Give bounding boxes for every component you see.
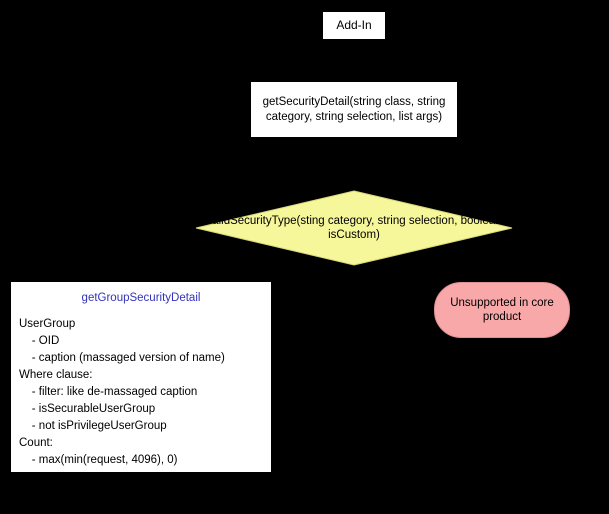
detail-line: - not isPrivilegeUserGroup — [19, 420, 167, 433]
node-add-in[interactable] — [322, 11, 386, 40]
detail-line: - max(min(request, 4096), 0) — [19, 454, 178, 467]
detail-line: - filter: like de-massaged caption — [19, 386, 198, 399]
node-unsupported-label: Unsupported in core product — [450, 296, 554, 323]
node-get-group-security-detail-title: getGroupSecurityDetail — [81, 292, 201, 304]
detail-line: - isSecurableUserGroup — [19, 403, 156, 416]
node-unsupported-in-core-product[interactable] — [434, 282, 570, 338]
node-get-group-security-detail[interactable] — [10, 281, 272, 473]
node-valid-security-type-label: validSecurityType(sting category, string selection, boolean isCustom) — [206, 214, 502, 241]
detail-line: - OID — [19, 335, 60, 348]
node-get-security-detail[interactable] — [250, 81, 458, 138]
node-valid-security-type[interactable] — [195, 190, 513, 266]
detail-line: Count: — [19, 437, 53, 450]
node-add-in-label: Add-In — [336, 18, 372, 33]
detail-line: - caption (massaged version of name) — [19, 352, 225, 365]
detail-line: UserGroup — [19, 318, 76, 330]
node-get-security-detail-label: getSecurityDetail(string class, string category, string selection, list args) — [262, 96, 446, 123]
detail-line: Where clause: — [19, 369, 93, 382]
